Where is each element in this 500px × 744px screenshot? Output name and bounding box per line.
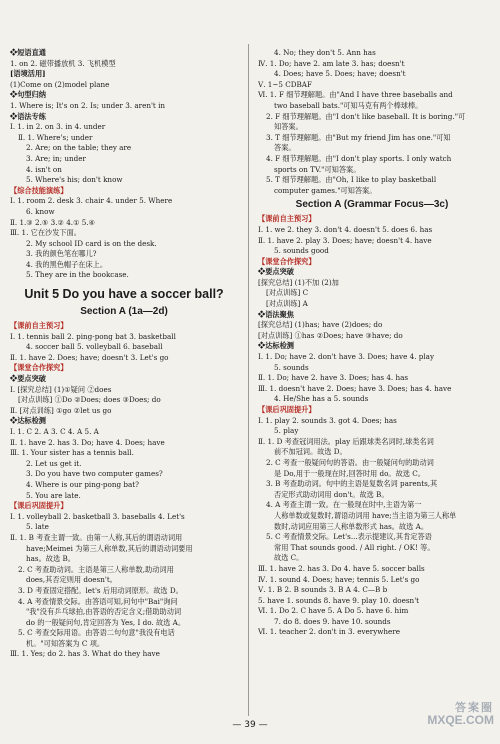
answer-line: Ⅳ. 1. sound 4. Does; have; tennis 5. Let's go [258,574,420,584]
answer-line: 4. No; they don't 5. Ann has [274,48,376,57]
answer-line: 2. C 考查一般疑问句的答语。由一般疑问句的助动词 [266,457,434,467]
answer-line: Ⅰ. 1. Do; have 2. don't have 3. Does; have 4. play [258,352,435,362]
answer-line: Ⅲ. 1. 它在沙发下面。 [10,228,81,238]
answer-line: [对点训练] ①Do ②Does; does ③Does; do [18,395,161,405]
answer-line: 是 Do,用于一般现在时,回答时用 do。故选 C。 [274,468,425,478]
answer-line: 1. on 2. 磁带播放机 3. 飞机模型 [10,58,116,68]
answer-line: Ⅲ. 1. have 2. has 3. Do 4. have 5. soccer balls [258,563,425,573]
answer-line: Ⅰ. 1. in 2. on 3. in 4. under [10,122,106,132]
left-answer-list [10,48,238,281]
answer-line: Ⅰ. 1. volleyball 2. basketball 3. baseballs 4. Let's [10,511,185,521]
answer-line: Ⅰ. 1. C 2. A 3. C 4. A 5. A [10,427,99,436]
answer-line: 答案。 [274,143,296,153]
answer-line: 3. B 考查助动词。句中的主语是复数名词 parents,其 [266,479,438,489]
answer-line: Ⅰ. 1. play 2. sounds 3. got 4. Does; has [258,415,397,425]
answer-line: (1)Come on (2)model plane [10,79,110,89]
answer-line: Ⅱ. 1. have 2. play 3. Does; have; doesn't 4. have [258,235,432,245]
answer-line: Ⅱ. 1. Where's; under [18,132,93,142]
answer-line: Ⅵ. 1. F 细节理解题。由"And I have three baseballs and [258,90,453,100]
answer-line: 4. isn't on [26,164,62,174]
column-divider [248,44,249,716]
watermark-en: MXQE.COM [427,713,494,727]
answer-line: ❖达标检测 [258,341,294,351]
answer-line: 2. Let us get it. [26,458,82,468]
answer-line: Ⅴ. 1. B 2. B sounds 3. B A 4. C—B b [258,585,388,595]
answer-line: 否定形式助动词用 don't。故选 B。 [274,489,389,499]
page-number: — 39 — [232,720,268,730]
answer-line: computer games."可知答案。 [274,185,377,195]
answer-line: 5. T 细节理解题。由"Oh, I like to play basketball [266,175,437,185]
watermark-cn: 答案圈 [455,702,494,714]
answer-line: Ⅰ. 1. room 2. desk 3. chair 4. under 5. Where [10,196,173,206]
answer-line: Ⅰ. 1. tennis ball 2. ping-pong bat 3. basketball [10,331,176,341]
answer-line: 【课前自主预习】 [10,321,68,331]
answer-line: 人称单数或复数时,谓语动词用 have;当主语为第三人称单 [274,510,457,520]
answer-line: [对点训练] C [266,288,309,298]
answer-line: Ⅲ. 1. Yes; do 2. has 3. What do they have [10,649,160,659]
answer-line: 【课后巩固提升】 [10,501,68,511]
answer-line: do 的一般疑问句,肯定回答为 Yes, I do. 故选 A。 [26,617,186,627]
answer-line: 5. C 考查交际用语。由答语二句句意"我没有电话 [18,628,175,638]
answer-line: 2. My school ID card is on the desk. [26,238,157,248]
right-answer-list [258,48,486,196]
answer-line: Ⅴ. 1~5 CDBAF [258,79,312,89]
answer-line: 常用 That sounds good. / All right. / OK! 等。 [274,542,435,552]
answer-line: 故选 C。 [274,553,304,563]
answer-line: 7. do 8. does 9. have 10. sounds [274,616,391,626]
answer-line: Ⅲ. 1. doesn't have 2. Does; have 3. Does; has 4. have [258,383,452,393]
answer-line: Ⅳ. 1. Do; have 2. am late 3. has; doesn't [258,58,405,68]
answer-line: 5. have 1. sounds 8. have 9. play 10. doesn't [258,595,420,605]
answer-line: Ⅱ. 1. Do; have 2. have 3. Does; has 4. has [258,373,409,383]
answer-line: sports on TV."可知答案。 [274,164,361,174]
answer-line: ❖达标检测 [10,416,46,426]
answer-line: Ⅱ. 1. B 考查主谓一致。由第一人称,其后的谓语动词用 [10,532,183,542]
answer-line: 5. late [26,522,49,532]
answer-line: 【课后巩固提升】 [258,405,316,414]
answer-line: [探究总结] (1)不加 (2)加 [258,277,339,287]
answer-line: 5. You are late. [26,490,81,500]
answer-line: Ⅰ. 1. we 2. they 3. don't 4. doesn't 5. does 6. has [258,224,433,234]
answer-line: 4. A 考查情景交际。由答语可知,问句中"Bai"询问 [18,596,178,606]
answer-line: 2. Are; on the table; they are [26,143,132,153]
answer-line: 5. play [274,426,299,436]
answer-line: ❖语法专练 [10,111,46,121]
answer-line: 5. C 考查情景交际。Let's...表示提建议,其肯定答语 [266,532,432,542]
left-answer-list-2 [10,321,238,660]
answer-line: 1. Where is; It's on 2. Is; under 3. aren't in [10,100,166,110]
answer-line: Ⅱ. 1. have 2. has 3. Do; have 4. Does; have [10,437,165,447]
answer-line: 2. C 考查助动词。主语是第三人称单数,助动词用 [18,564,174,574]
answer-line: 3. Do you have two computer games? [26,469,163,479]
answer-line: 3. Are; in; under [26,153,86,163]
answer-line: does,其否定则用 doesn't。 [26,575,117,585]
answer-line: "我"没有乒乓球拍,由答语的否定含义;借助助动词 [26,607,182,617]
answer-line: ❖句型归纳 [10,90,46,100]
answer-line: Ⅵ. 1. teacher 2. don't in 3. everywhere [258,627,400,637]
answer-line: 6. know [26,206,55,216]
answer-line: 4. 我的黑色帽子在床上。 [26,259,108,269]
answer-line: 4. soccer ball 5. volleyball 6. baseball [26,342,163,352]
answer-line: 4. Where is our ping-pong bat? [26,479,139,489]
unit-title: Unit 5 Do you have a soccer ball? [24,287,224,302]
answer-line: 3. T 细节理解题。由"But my friend Jim has one."可知 [266,132,451,142]
answer-line: [语境活用] [10,69,46,79]
answer-line: 5. They are in the bookcase. [26,270,129,280]
answer-line: [探究总结] (1)has; have (2)does; do [258,320,383,330]
answer-line: 数时,动词应用第三人称单数形式 has。故选 A。 [274,521,429,531]
answer-line: have;Meimei 为第三人称单数,其后的谓语动词要用 [26,543,193,553]
answer-line: Ⅱ. 1.③ 2.⑤ 3.② 4.① 5.④ [10,217,96,227]
answer-line: 4. He/She has a 5. sounds [274,394,369,404]
answer-line: 5. sounds good [274,246,329,256]
answer-line: 机。"可知答案为 C 项。 [26,638,105,648]
left-column [10,48,238,660]
right-column [258,48,486,638]
answer-line: has。故选 B。 [26,554,75,564]
section-a-grammar-title: Section A (Grammar Focus—3c) [295,199,449,211]
answer-line: 3. 我的颜色笔在哪儿? [26,249,97,259]
answer-line: two baseball bats."可知马克有两个棒球棒。 [274,100,423,110]
answer-line: ❖要点突破 [10,374,46,384]
answer-line: 2. F 细节理解题。由"I don't like baseball. It is boring."可 [266,111,466,121]
answer-line: ❖短语直通 [10,48,46,57]
answer-line: 【课堂合作探究】 [10,363,68,373]
answer-line: 【综合技能演练】 [10,185,68,195]
answer-line: ❖要点突破 [258,267,294,277]
answer-line: [对点训练] A [266,299,308,309]
answer-line: Ⅰ. [探究总结] (1)①疑问 ②does [10,384,112,394]
right-answer-list-2 [258,214,486,638]
answer-line: Ⅱ. [对点训练] ①go ②let us go [10,405,112,415]
answer-line: 4. A 考查主谓一致。在一般现在时中,主语为第一 [266,500,422,510]
answer-line: Ⅱ. 1. D 考查冠词用法。play 后跟球类名词时,球类名词 [258,436,434,446]
answer-line: 4. F 细节理解题。由"I don't play sports. I only watch [266,153,452,163]
answer-line: 5. Where's his; don't know [26,175,123,185]
answer-line: 【课堂合作探究】 [258,256,316,266]
answer-line: [对点训练] ①has ②Does; have ③have; do [258,330,403,340]
answer-line: 前不加冠词。故选 D。 [274,447,347,457]
answer-line: Ⅵ. 1. Do 2. C have 5. A Do 5. have 6. him [258,606,409,616]
answer-line: Ⅲ. 1. Your sister has a tennis ball. [10,448,134,458]
site-watermark [414,702,494,738]
answer-line: 4. Does; have 5. Does; have; doesn't [274,69,406,79]
section-a-title: Section A (1a—2d) [80,306,168,318]
answer-line: Ⅱ. 1. have 2. Does; have; doesn't 3. Let's go [10,352,169,362]
answer-line: 5. sounds [274,362,309,372]
answer-line: ❖语法聚焦 [258,309,294,319]
answer-line: 知答案。 [274,122,303,132]
answer-line: 3. D 考查固定搭配。let's 后用动词原形。故选 D。 [18,585,183,595]
answer-line: 【课前自主预习】 [258,214,316,224]
